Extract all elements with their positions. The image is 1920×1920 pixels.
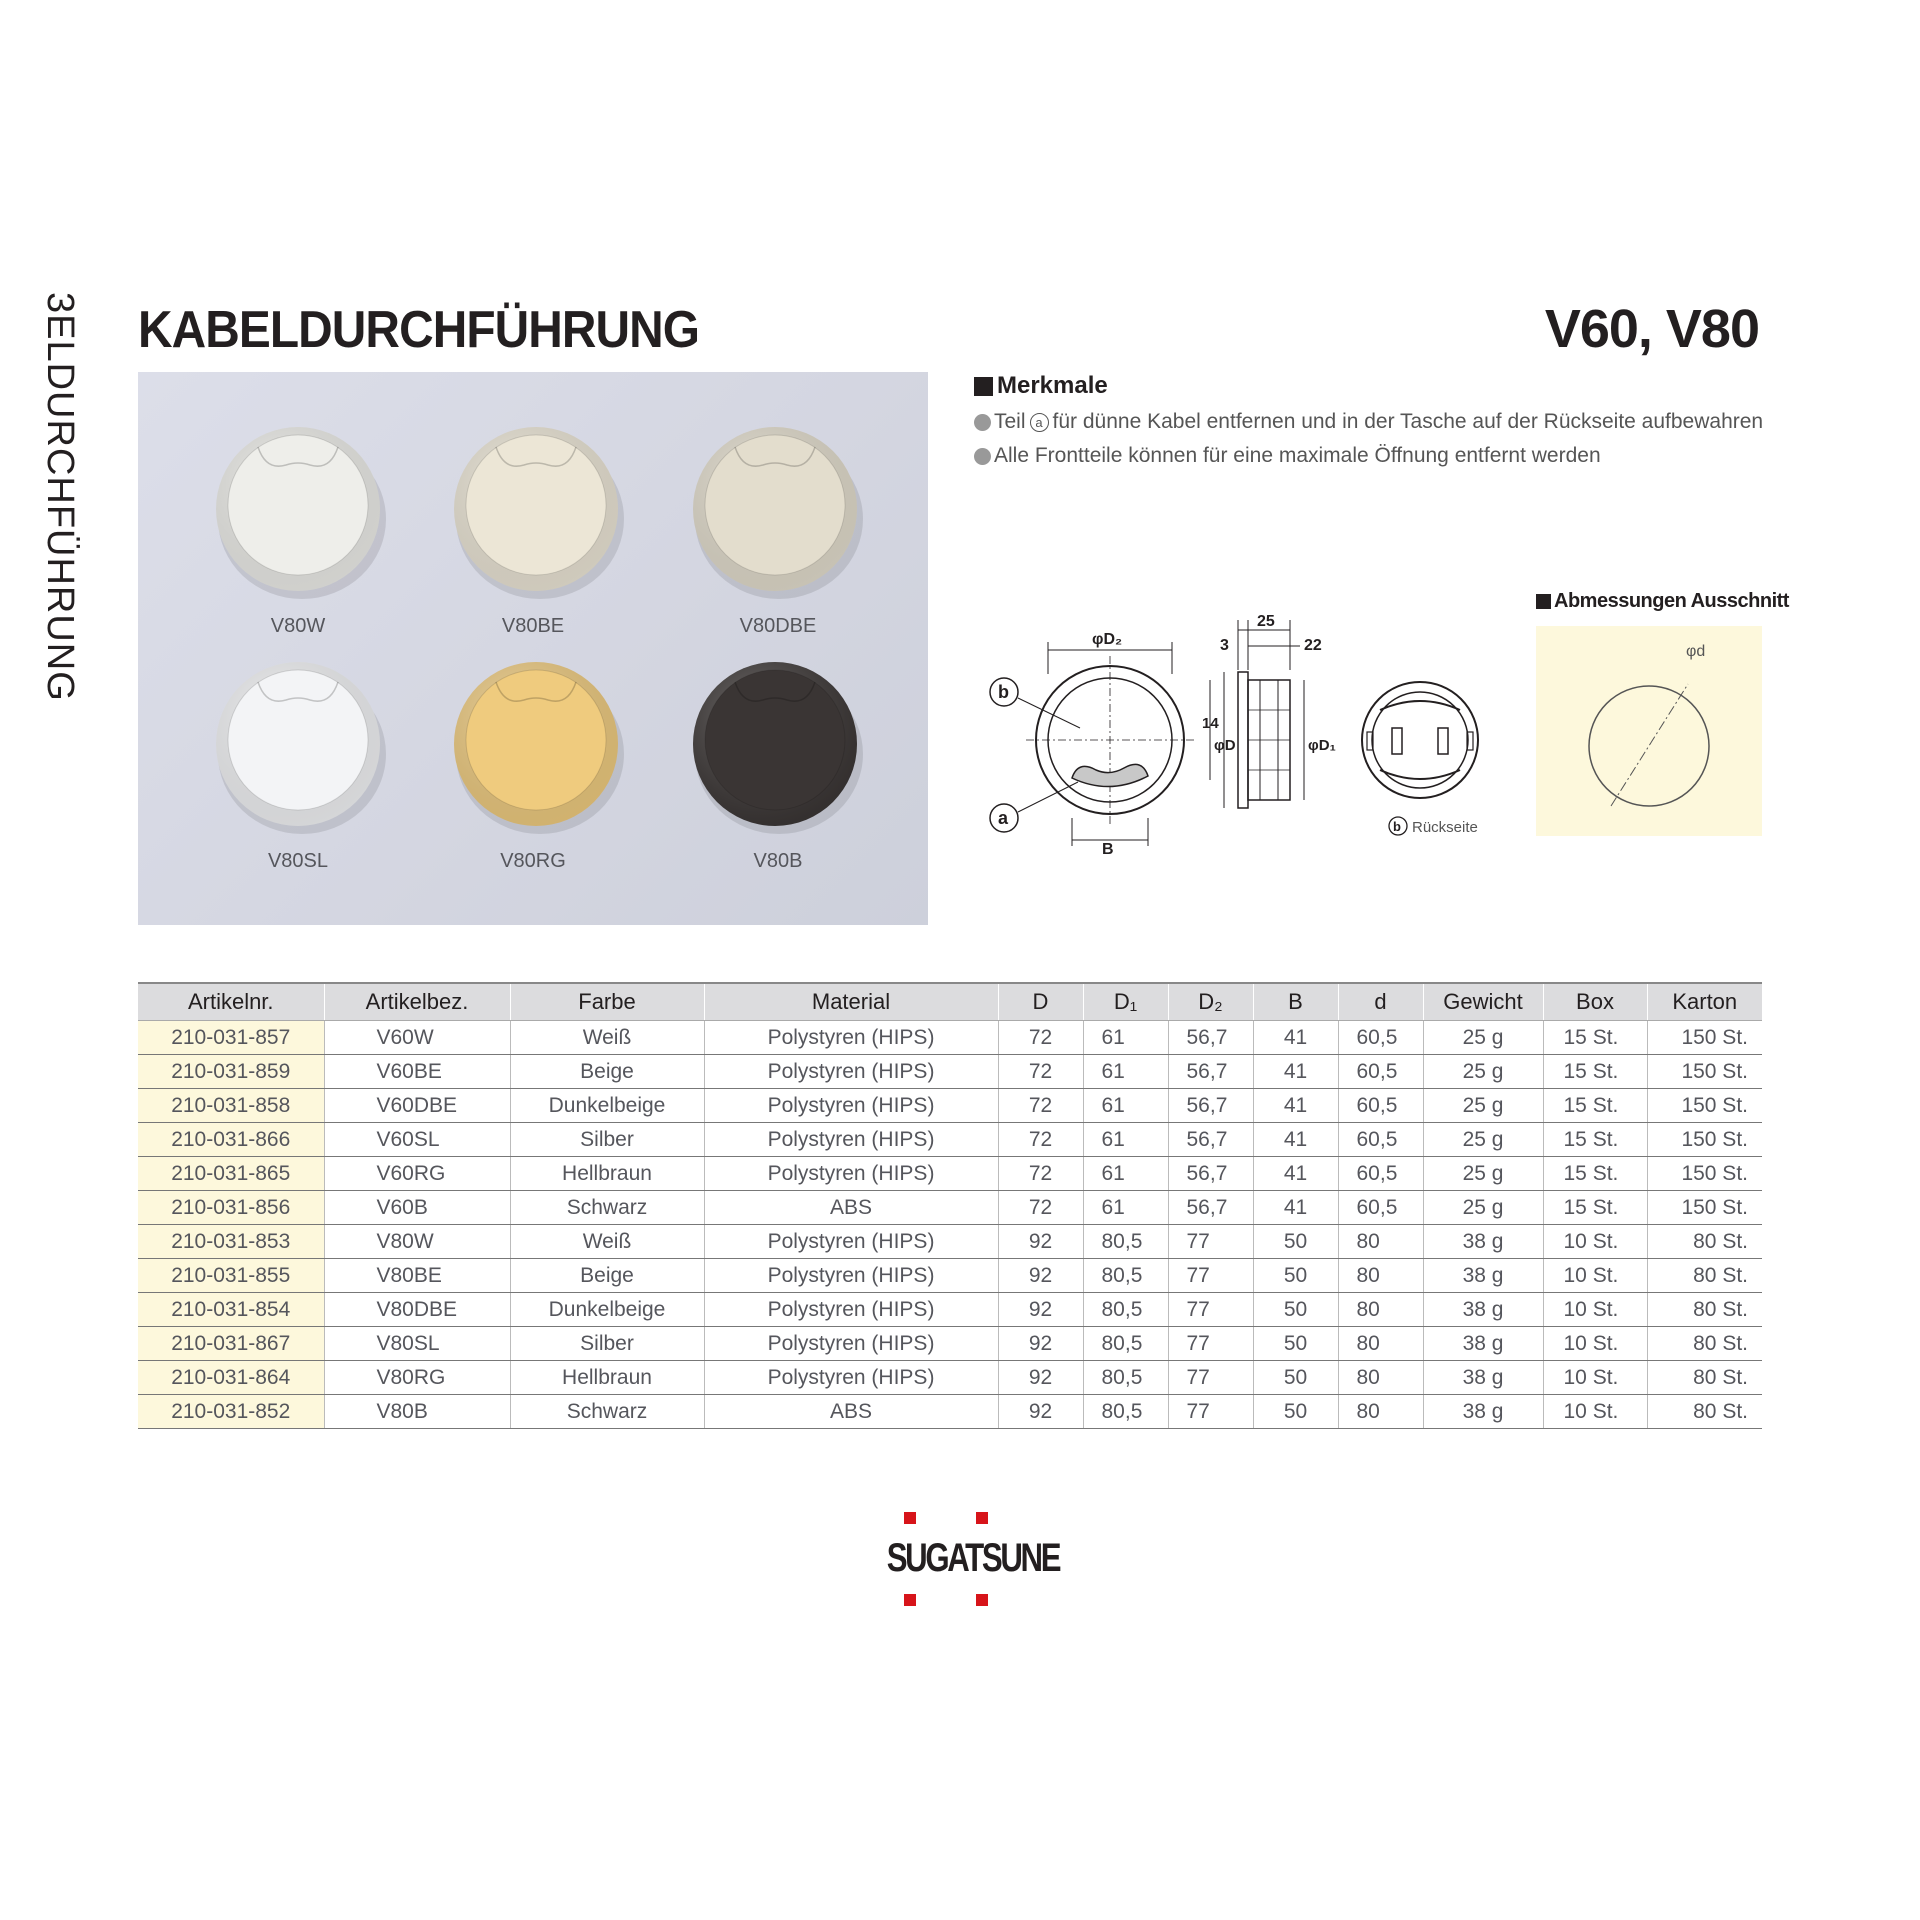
table-cell: 72 [998,1157,1083,1191]
table-cell: 50 [1253,1361,1338,1395]
grommet-v80dbe [693,427,863,599]
table-cell: 80 [1338,1327,1423,1361]
table-row [138,1395,1762,1429]
feature-item-1 [974,410,1763,434]
table-cell: Polystyren (HIPS) [704,1259,998,1293]
table-cell: 60,5 [1338,1021,1423,1055]
table-header-cell: B [1253,983,1338,1021]
table-cell: 80 [1338,1395,1423,1429]
table-row [138,1021,1762,1055]
table-cell: 50 [1253,1395,1338,1429]
logo-text: SUGATSUNE [886,1536,1060,1580]
table-cell: 80,5 [1083,1259,1168,1293]
photo-label-v80sl: V80SL [267,850,329,872]
table-header-cell: D [998,983,1083,1021]
table-cell: V60BE [324,1055,510,1089]
table-cell: 80 St. [1647,1327,1762,1361]
spec-table [138,982,1762,1429]
table-header-cell: Artikelnr. [138,983,324,1021]
table-cell: 50 [1253,1259,1338,1293]
table-header-cell: Karton [1647,983,1762,1021]
logo-dot [904,1594,916,1606]
table-cell: V60RG [324,1157,510,1191]
back-marker-b: b [1393,819,1401,834]
feature-item-1-pre: Teil [994,410,1026,433]
side-tab: 3ELDURCHFÜHRUNG [39,292,81,702]
grommet-v80b [693,662,863,834]
table-cell: Polystyren (HIPS) [704,1021,998,1055]
table-cell: 38 g [1423,1327,1543,1361]
grommet-v80w [216,427,386,599]
features-heading [974,372,1763,400]
table-cell: 61 [1083,1055,1168,1089]
table-cell: 56,7 [1168,1055,1253,1089]
table-row [138,1225,1762,1259]
table-cell: 92 [998,1225,1083,1259]
table-cell: 210-031-859 [138,1055,324,1089]
table-row [138,1157,1762,1191]
table-cell: 77 [1168,1361,1253,1395]
table-cell: V80W [324,1225,510,1259]
table-cell: 80 [1338,1225,1423,1259]
table-cell: 80 St. [1647,1225,1762,1259]
table-cell: 210-031-855 [138,1259,324,1293]
table-cell: 210-031-856 [138,1191,324,1225]
table-cell: 15 St. [1543,1123,1647,1157]
table-cell: 60,5 [1338,1089,1423,1123]
table-cell: 72 [998,1089,1083,1123]
table-cell: 10 St. [1543,1293,1647,1327]
table-cell: 61 [1083,1021,1168,1055]
table-cell: 56,7 [1168,1021,1253,1055]
label-22: 22 [1304,637,1322,654]
table-cell: 150 St. [1647,1123,1762,1157]
table-cell: 10 St. [1543,1259,1647,1293]
product-photo [138,372,928,925]
logo-dot [976,1512,988,1524]
table-cell: 38 g [1423,1259,1543,1293]
table-cell: V80SL [324,1327,510,1361]
table-cell: Weiß [510,1225,704,1259]
table-cell: V80RG [324,1361,510,1395]
photo-label-v80be: V80BE [501,615,565,637]
table-cell: Polystyren (HIPS) [704,1225,998,1259]
table-cell: Weiß [510,1021,704,1055]
cutout-label: φd [1686,643,1706,660]
table-cell: 10 St. [1543,1395,1647,1429]
table-cell: 15 St. [1543,1089,1647,1123]
table-header-cell: d [1338,983,1423,1021]
table-cell: 150 St. [1647,1021,1762,1055]
table-header-cell: Farbe [510,983,704,1021]
table-cell: Polystyren (HIPS) [704,1293,998,1327]
table-cell: Silber [510,1123,704,1157]
table-cell: 61 [1083,1157,1168,1191]
table-cell: Polystyren (HIPS) [704,1327,998,1361]
table-body [138,1021,1762,1429]
table-cell: 92 [998,1361,1083,1395]
table-cell: 15 St. [1543,1055,1647,1089]
photo-label-v80w: V80W [270,615,326,637]
table-cell: 80,5 [1083,1395,1168,1429]
table-cell: 210-031-854 [138,1293,324,1327]
table-cell: 77 [1168,1293,1253,1327]
table-header-cell: D₂ [1168,983,1253,1021]
table-cell: 25 g [1423,1157,1543,1191]
table-cell: 72 [998,1191,1083,1225]
table-row [138,1191,1762,1225]
table-cell: Silber [510,1327,704,1361]
table-row [138,1089,1762,1123]
table-cell: 92 [998,1259,1083,1293]
circle-bullet-icon [974,414,991,431]
table-cell: 92 [998,1293,1083,1327]
table-header-cell: Material [704,983,998,1021]
logo-dot [904,1512,916,1524]
table-cell: 41 [1253,1157,1338,1191]
back-label: Rückseite [1412,819,1478,836]
table-cell: 50 [1253,1327,1338,1361]
table-cell: 210-031-857 [138,1021,324,1055]
table-cell: 210-031-866 [138,1123,324,1157]
logo-dot [976,1594,988,1606]
product-photo-illustration [138,372,928,925]
page-title: KABELDURCHFÜHRUNG [138,301,700,359]
table-cell: 80 [1338,1361,1423,1395]
table-header-cell: D₁ [1083,983,1168,1021]
table-cell: V80B [324,1395,510,1429]
table-cell: 150 St. [1647,1089,1762,1123]
technical-drawing [980,600,1510,860]
table-cell: V80BE [324,1259,510,1293]
table-cell: V60B [324,1191,510,1225]
table-cell: Beige [510,1055,704,1089]
table-cell: ABS [704,1395,998,1429]
table-cell: Hellbraun [510,1361,704,1395]
label-b-width: B [1102,841,1114,858]
table-cell: Schwarz [510,1191,704,1225]
table-row [138,1327,1762,1361]
sugatsune-logo [868,1512,1060,1606]
table-cell: 38 g [1423,1395,1543,1429]
table-cell: 92 [998,1327,1083,1361]
table-cell: Polystyren (HIPS) [704,1157,998,1191]
table-cell: 210-031-852 [138,1395,324,1429]
table-cell: 10 St. [1543,1361,1647,1395]
table-cell: 50 [1253,1225,1338,1259]
table-cell: V60SL [324,1123,510,1157]
table-cell: 80 St. [1647,1259,1762,1293]
label-25: 25 [1257,613,1275,630]
label-3: 3 [1220,637,1229,654]
table-header-cell: Box [1543,983,1647,1021]
table-cell: Schwarz [510,1395,704,1429]
table-cell: 80,5 [1083,1327,1168,1361]
table-cell: 15 St. [1543,1021,1647,1055]
photo-label-v80b: V80B [753,850,803,872]
table-row [138,1293,1762,1327]
table-cell: 25 g [1423,1055,1543,1089]
table-cell: 77 [1168,1225,1253,1259]
table-cell: 25 g [1423,1123,1543,1157]
circle-bullet-icon [974,448,991,465]
table-cell: 80 St. [1647,1361,1762,1395]
table-cell: V60W [324,1021,510,1055]
table-cell: Dunkelbeige [510,1293,704,1327]
cutout-heading-text: Abmessungen Ausschnitt [1554,590,1789,612]
table-cell: Polystyren (HIPS) [704,1089,998,1123]
table-cell: 56,7 [1168,1089,1253,1123]
photo-label-v80rg: V80RG [500,850,566,872]
table-cell: 72 [998,1021,1083,1055]
table-cell: 60,5 [1338,1055,1423,1089]
table-cell: 56,7 [1168,1191,1253,1225]
label-b: b [998,682,1009,702]
table-cell: 72 [998,1123,1083,1157]
table-cell: Beige [510,1259,704,1293]
table-cell: 77 [1168,1259,1253,1293]
table-cell: 92 [998,1395,1083,1429]
table-cell: 150 St. [1647,1055,1762,1089]
cutout-heading [1536,590,1789,613]
table-cell: Dunkelbeige [510,1089,704,1123]
table-cell: 25 g [1423,1021,1543,1055]
model-title: V60, V80 [1544,299,1759,359]
table-cell: 41 [1253,1021,1338,1055]
table-cell: 210-031-864 [138,1361,324,1395]
grommet-v80be [454,427,624,599]
cutout-diagram [1536,626,1762,836]
circled-a-marker: a [1030,413,1049,432]
table-row [138,1361,1762,1395]
table-header-cell: Gewicht [1423,983,1543,1021]
table-cell: 80 St. [1647,1395,1762,1429]
table-cell: 80,5 [1083,1293,1168,1327]
feature-item-1-post: für dünne Kabel entfernen und in der Tasche auf der Rückseite aufbewahren [1052,410,1764,433]
label-d1: φD₁ [1308,737,1336,754]
grommet-v80sl [216,662,386,834]
table-cell: Polystyren (HIPS) [704,1361,998,1395]
table-cell: 50 [1253,1293,1338,1327]
table-cell: 38 g [1423,1361,1543,1395]
table-cell: 60,5 [1338,1191,1423,1225]
table-cell: 25 g [1423,1089,1543,1123]
table-cell: 38 g [1423,1225,1543,1259]
table-cell: 150 St. [1647,1191,1762,1225]
table-cell: 150 St. [1647,1157,1762,1191]
photo-label-v80dbe: V80DBE [739,615,817,637]
label-d2: φD₂ [1092,631,1123,648]
table-cell: 15 St. [1543,1157,1647,1191]
table-row [138,1259,1762,1293]
square-bullet-icon [974,377,993,396]
table-cell: 210-031-853 [138,1225,324,1259]
table-cell: 61 [1083,1089,1168,1123]
table-row [138,1055,1762,1089]
table-row [138,1123,1762,1157]
table-cell: 80,5 [1083,1361,1168,1395]
table-cell: V80DBE [324,1293,510,1327]
table-cell: 38 g [1423,1293,1543,1327]
table-cell: 61 [1083,1123,1168,1157]
table-cell: V60DBE [324,1089,510,1123]
label-d: φD [1214,737,1236,754]
table-cell: 25 g [1423,1191,1543,1225]
table-cell: 210-031-858 [138,1089,324,1123]
table-cell: 60,5 [1338,1157,1423,1191]
label-14: 14 [1202,715,1219,732]
table-cell: 60,5 [1338,1123,1423,1157]
table-cell: Polystyren (HIPS) [704,1055,998,1089]
table-cell: 10 St. [1543,1327,1647,1361]
table-cell: 210-031-865 [138,1157,324,1191]
square-bullet-icon [1536,594,1551,609]
table-cell: 80 [1338,1259,1423,1293]
table-cell: 72 [998,1055,1083,1089]
feature-item-2-text: Alle Frontteile können für eine maximale Öffnung entfernt werden [994,444,1601,467]
table-cell: 80,5 [1083,1225,1168,1259]
label-a: a [998,808,1009,828]
features-section [974,372,1763,468]
table-cell: Polystyren (HIPS) [704,1123,998,1157]
features-heading-text: Merkmale [997,372,1108,399]
table-cell: 77 [1168,1327,1253,1361]
table-header-row [138,983,1762,1021]
table-header-cell: Artikelbez. [324,983,510,1021]
table-cell: 41 [1253,1123,1338,1157]
table-cell: ABS [704,1191,998,1225]
table-cell: 77 [1168,1395,1253,1429]
feature-item-2 [974,444,1763,468]
table-cell: 80 [1338,1293,1423,1327]
table-cell: 10 St. [1543,1225,1647,1259]
table-cell: 210-031-867 [138,1327,324,1361]
table-cell: Hellbraun [510,1157,704,1191]
table-cell: 56,7 [1168,1157,1253,1191]
table-cell: 15 St. [1543,1191,1647,1225]
table-cell: 41 [1253,1191,1338,1225]
grommet-v80rg [454,662,624,834]
table-cell: 56,7 [1168,1123,1253,1157]
table-cell: 80 St. [1647,1293,1762,1327]
table-cell: 41 [1253,1089,1338,1123]
table-cell: 41 [1253,1055,1338,1089]
table-cell: 61 [1083,1191,1168,1225]
cutout-circle [1536,626,1762,836]
